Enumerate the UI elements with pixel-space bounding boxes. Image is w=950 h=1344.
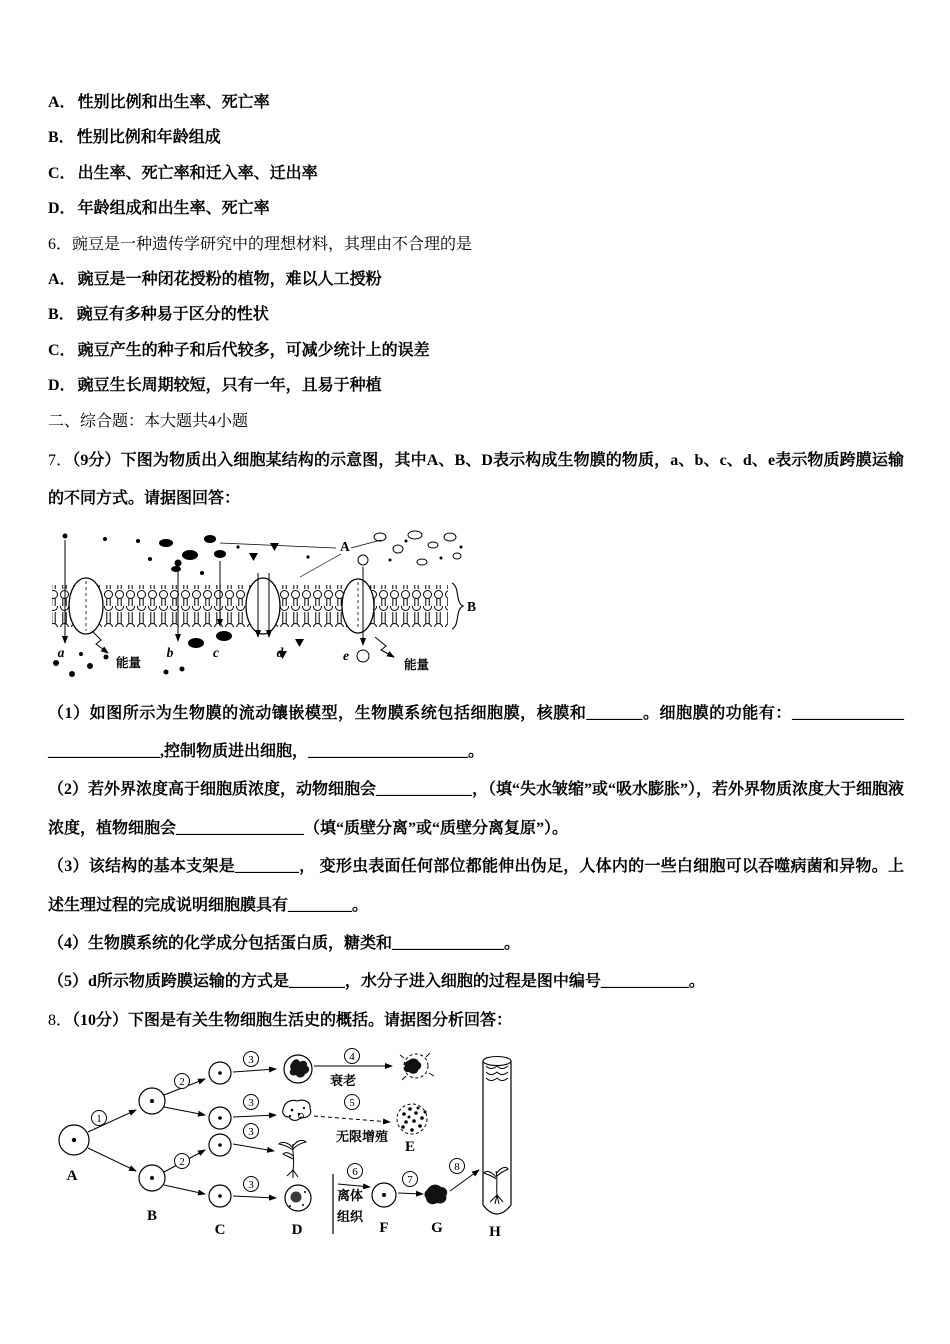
option-text: 出生率、死亡率和迁入率、迁出率 bbox=[77, 164, 318, 182]
section-2-header: 二、综合题：本大题共4小题 bbox=[48, 412, 249, 430]
mutated-cell bbox=[283, 1100, 311, 1120]
svg-text:A: A bbox=[340, 538, 350, 554]
callus-G bbox=[424, 1185, 447, 1236]
q7-stem bbox=[48, 442, 904, 519]
aged-cell bbox=[400, 1053, 434, 1080]
step-7-badge bbox=[403, 1172, 418, 1187]
option-text: 豌豆是一种闭花授粉的植物，难以人工授粉 bbox=[77, 270, 382, 288]
q7-part-1: （1）如图所示为生物膜的流动镶嵌模型，生物膜系统包括细胞膜，核膜和_______。细胞膜的功能有：______________ ______________,控制物质进出细胞，____________________。 bbox=[48, 704, 904, 761]
svg-text:2: 2 bbox=[179, 1156, 185, 1169]
svg-text:3: 3 bbox=[248, 1126, 254, 1139]
membrane-figure bbox=[48, 527, 904, 685]
option-text: 性别比例和出生率、死亡率 bbox=[77, 94, 270, 111]
lifecycle-diagram bbox=[52, 1048, 532, 1243]
cell-A bbox=[59, 1125, 89, 1184]
step-1-badge bbox=[92, 1111, 107, 1126]
svg-text:b: b bbox=[166, 644, 174, 660]
svg-text:能量: 能量 bbox=[116, 655, 142, 670]
svg-text:C: C bbox=[214, 1222, 226, 1239]
q8-number: 8． bbox=[48, 1011, 73, 1029]
cell-C3 bbox=[209, 1134, 231, 1156]
test-tube-H bbox=[483, 1057, 511, 1241]
q6-number: 6． bbox=[48, 235, 73, 253]
question-8 bbox=[48, 1002, 904, 1243]
q8-stem bbox=[48, 1002, 904, 1040]
q6-stem bbox=[48, 234, 904, 256]
svg-text:H: H bbox=[489, 1224, 501, 1241]
molecules-dark bbox=[103, 535, 310, 575]
svg-text:B: B bbox=[467, 598, 477, 614]
step-3-badge-a bbox=[244, 1052, 259, 1067]
svg-text:6: 6 bbox=[352, 1166, 358, 1179]
svg-text:2: 2 bbox=[179, 1076, 185, 1089]
q7-part-4: （4）生物膜系统的化学成分包括蛋白质，糖类和______________。 bbox=[48, 935, 521, 953]
svg-text:7: 7 bbox=[407, 1174, 413, 1187]
svg-text:A: A bbox=[66, 1168, 78, 1185]
step-4-badge bbox=[345, 1049, 360, 1064]
differentiated-cell-top bbox=[284, 1055, 312, 1083]
svg-text:G: G bbox=[431, 1220, 443, 1237]
svg-text:能量: 能量 bbox=[404, 657, 430, 672]
label-B-bilayer-brace bbox=[452, 583, 476, 629]
option-letter: D． bbox=[48, 377, 76, 395]
step-2-badge-top bbox=[175, 1074, 190, 1089]
svg-text:组织: 组织 bbox=[337, 1209, 364, 1225]
unlimited-proliferation-label: 无限增殖 bbox=[336, 1129, 389, 1145]
cell-C4 bbox=[209, 1185, 231, 1238]
sprout bbox=[279, 1141, 306, 1179]
option-text: 年龄组成和出生率、死亡率 bbox=[77, 200, 270, 218]
molecules-open bbox=[374, 531, 461, 565]
svg-text:e: e bbox=[343, 647, 349, 663]
option-letter: D． bbox=[48, 200, 76, 218]
cell-D bbox=[285, 1185, 311, 1238]
cell-C2 bbox=[209, 1107, 231, 1129]
option-letter: B． bbox=[48, 306, 75, 324]
cell-C1 bbox=[209, 1062, 231, 1084]
option-text: 豌豆生长周期较短，只有一年，且易于种植 bbox=[77, 377, 382, 395]
q5-options-block bbox=[48, 92, 904, 221]
q6-stem-text: 豌豆是一种遗传学研究中的理想材料，其理由不合理的是 bbox=[72, 235, 473, 253]
option-text: 豌豆产生的种子和后代较多，可减少统计上的误差 bbox=[77, 341, 430, 359]
option-text: 豌豆有多种易于区分的性状 bbox=[76, 306, 269, 324]
cotton-plug bbox=[486, 1066, 508, 1081]
svg-text:4: 4 bbox=[349, 1051, 355, 1064]
membrane-diagram bbox=[48, 527, 478, 685]
cell-E-cluster bbox=[397, 1104, 427, 1155]
step-3-badge-d bbox=[244, 1177, 259, 1192]
q5-option-b bbox=[48, 127, 904, 149]
q7-part-3: （3）该结构的基本支架是________， 变形虫表面任何部位都能伸出伪足，人体内的一些白细胞可以吞噬病菌和异物。上述生理过程的完成说明细胞膜具有________。 bbox=[48, 858, 904, 914]
q7-stem-text: （9分）下图为物质出入细胞某结构的示意图，其中A、B、D表示构成生物膜的物质，a、b、c、d、e表示物质跨膜运输的不同方式。请据图回答： bbox=[48, 451, 904, 508]
q6-option-a bbox=[48, 269, 904, 291]
label-A-membrane-substance bbox=[220, 539, 381, 577]
step-5-badge bbox=[345, 1095, 360, 1110]
svg-text:8: 8 bbox=[454, 1161, 460, 1174]
svg-text:F: F bbox=[379, 1220, 389, 1237]
q6-option-c bbox=[48, 340, 904, 362]
step-8-badge bbox=[450, 1159, 465, 1174]
isolated-tissue-divider bbox=[333, 1174, 364, 1234]
step-2-badge-bottom bbox=[175, 1154, 190, 1169]
svg-text:3: 3 bbox=[248, 1179, 254, 1192]
option-letter: A． bbox=[48, 94, 76, 111]
svg-text:c: c bbox=[213, 644, 219, 660]
step-3-badge-b bbox=[244, 1095, 259, 1110]
svg-text:B: B bbox=[146, 1208, 158, 1225]
svg-text:离体: 离体 bbox=[337, 1188, 364, 1204]
energy-release-left bbox=[92, 631, 142, 670]
option-letter: A． bbox=[48, 270, 76, 288]
q7-number: 7． bbox=[48, 451, 73, 469]
option-letter: B． bbox=[48, 129, 75, 147]
step-3-badge-c bbox=[244, 1124, 259, 1139]
svg-text:E: E bbox=[404, 1139, 416, 1156]
svg-text:d: d bbox=[276, 644, 284, 660]
cell-B-bottom bbox=[139, 1165, 165, 1224]
svg-text:a: a bbox=[57, 644, 65, 660]
svg-text:3: 3 bbox=[248, 1054, 254, 1067]
molecules-open-dots bbox=[389, 539, 463, 561]
step-6-badge bbox=[348, 1164, 363, 1179]
svg-text:3: 3 bbox=[248, 1097, 254, 1110]
q8-stem-text: （10分）下图是有关生物细胞生活史的概括。请据图分析回答： bbox=[72, 1011, 513, 1029]
q6-option-b bbox=[48, 304, 904, 326]
option-letter: C． bbox=[48, 341, 76, 359]
cell-F bbox=[372, 1183, 396, 1236]
q7-part-5: （5）d所示物质跨膜运输的方式是_______，水分子进入细胞的过程是图中编号___________。 bbox=[48, 973, 705, 991]
aging-label: 衰老 bbox=[330, 1073, 357, 1089]
q7-part-2: （2）若外界浓度高于细胞质浓度，动物细胞会____________，（填“失水皱缩”或“吸水膨胀”），若外界物质浓度大于细胞液浓度，植物细胞会________________（填“质壁分离”或“质壁分离复原”）。 bbox=[48, 781, 905, 837]
q6-option-d bbox=[48, 375, 904, 397]
q5-option-a bbox=[48, 92, 904, 114]
svg-text:5: 5 bbox=[349, 1097, 355, 1110]
svg-text:1: 1 bbox=[96, 1113, 102, 1126]
energy-release-right bbox=[375, 637, 430, 672]
option-text: 性别比例和年龄组成 bbox=[76, 129, 221, 147]
plantlet bbox=[484, 1168, 508, 1205]
question-6 bbox=[48, 234, 904, 398]
svg-text:D: D bbox=[291, 1222, 303, 1239]
q5-option-d bbox=[48, 198, 904, 220]
option-letter: C． bbox=[48, 164, 76, 182]
q5-option-c bbox=[48, 163, 904, 185]
question-7 bbox=[48, 442, 904, 1002]
lifecycle-figure bbox=[52, 1048, 904, 1243]
cell-B-top bbox=[139, 1088, 165, 1114]
